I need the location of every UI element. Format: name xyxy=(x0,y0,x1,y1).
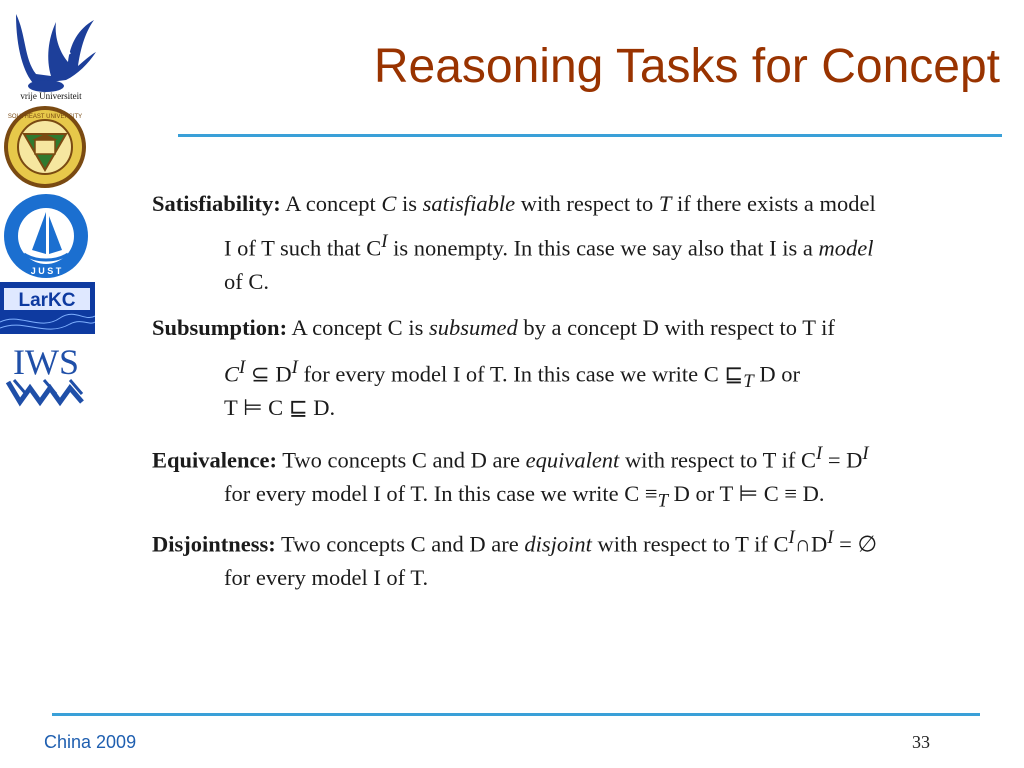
superscript: I xyxy=(827,527,834,548)
text: A concept C is xyxy=(291,315,424,340)
equivalence-term: Equivalence: xyxy=(152,447,278,473)
equivalence-line-2 xyxy=(224,480,825,516)
superscript: I xyxy=(788,527,795,548)
satisfiability-line-3: of C. xyxy=(224,269,269,294)
iws-logo xyxy=(0,340,92,410)
text: D or xyxy=(753,361,800,387)
satisfiability-line-1 xyxy=(152,190,876,218)
subscript: T xyxy=(657,490,669,512)
vu-griffin-logo xyxy=(6,4,96,102)
slide-title: Reasoning Tasks for Concept xyxy=(373,40,1000,93)
text: with respect to T if C xyxy=(624,447,816,473)
text: ∩D xyxy=(794,531,828,557)
italic-term: satisfiable xyxy=(422,191,516,216)
seu-ring-text: SOUTHEAST UNIVERSITY xyxy=(7,114,83,120)
text: with respect to xyxy=(520,191,654,216)
text: with respect to T if C xyxy=(597,531,789,557)
text: = D xyxy=(822,447,863,473)
text: is xyxy=(402,191,418,216)
just-text: J U S T xyxy=(30,266,62,276)
larkc-text: LarKC xyxy=(18,290,76,311)
equivalence-line-1 xyxy=(152,440,869,475)
subsumption-term: Subsumption: xyxy=(152,315,288,340)
logo-column xyxy=(0,0,100,420)
math-var: C xyxy=(224,361,240,387)
just-logo xyxy=(2,192,90,280)
vu-caption: vrije Universiteit xyxy=(20,91,82,101)
text: Two concepts C and D are xyxy=(280,531,519,557)
subsumption-line-3: T ⊨ C ⊑ D. xyxy=(224,395,336,420)
disjointness-line-1 xyxy=(152,524,877,559)
text: Two concepts C and D are xyxy=(282,447,520,473)
italic-term: model xyxy=(818,235,874,261)
superscript: I xyxy=(862,443,869,464)
text: A concept xyxy=(285,191,376,216)
italic-term: subsumed xyxy=(428,315,518,340)
math-var: T xyxy=(658,191,672,216)
text: I of T such that C xyxy=(224,235,382,261)
italic-term: disjoint xyxy=(524,531,592,557)
page-number: 33 xyxy=(912,732,930,752)
text: ⊆ D xyxy=(245,361,292,387)
superscript: I xyxy=(239,357,246,378)
text: D or T ⊨ C ≡ D. xyxy=(668,481,825,506)
italic-term: equivalent xyxy=(525,447,620,473)
satisfiability-line-2 xyxy=(224,228,873,263)
title-divider xyxy=(178,134,1002,137)
text: by a concept D with respect to T if xyxy=(523,315,835,340)
iws-text: IWS xyxy=(13,342,79,382)
superscript: I xyxy=(381,231,388,252)
math-var: C xyxy=(381,191,397,216)
satisfiability-term: Satisfiability: xyxy=(152,191,281,216)
superscript: I xyxy=(291,357,298,378)
disjointness-term: Disjointness: xyxy=(152,531,276,557)
subsumption-line-2 xyxy=(224,354,800,396)
text: if there exists a model xyxy=(677,191,876,216)
larkc-logo xyxy=(0,282,95,334)
text: is nonempty. In this case we say also that I is a xyxy=(393,235,813,261)
text: for every model I of T. In this case we write C ≡ xyxy=(224,481,658,506)
footer-divider xyxy=(52,713,980,716)
text: = ∅ xyxy=(833,531,878,557)
superscript: I xyxy=(815,443,823,464)
text: for every model I of T. In this case we write C ⊑ xyxy=(297,361,744,387)
disjointness-line-2: for every model I of T. xyxy=(224,565,429,590)
seu-seal-logo xyxy=(2,104,88,190)
subscript: T xyxy=(743,371,754,392)
footer-label: China 2009 xyxy=(44,732,137,752)
subsumption-line-1 xyxy=(152,314,835,342)
